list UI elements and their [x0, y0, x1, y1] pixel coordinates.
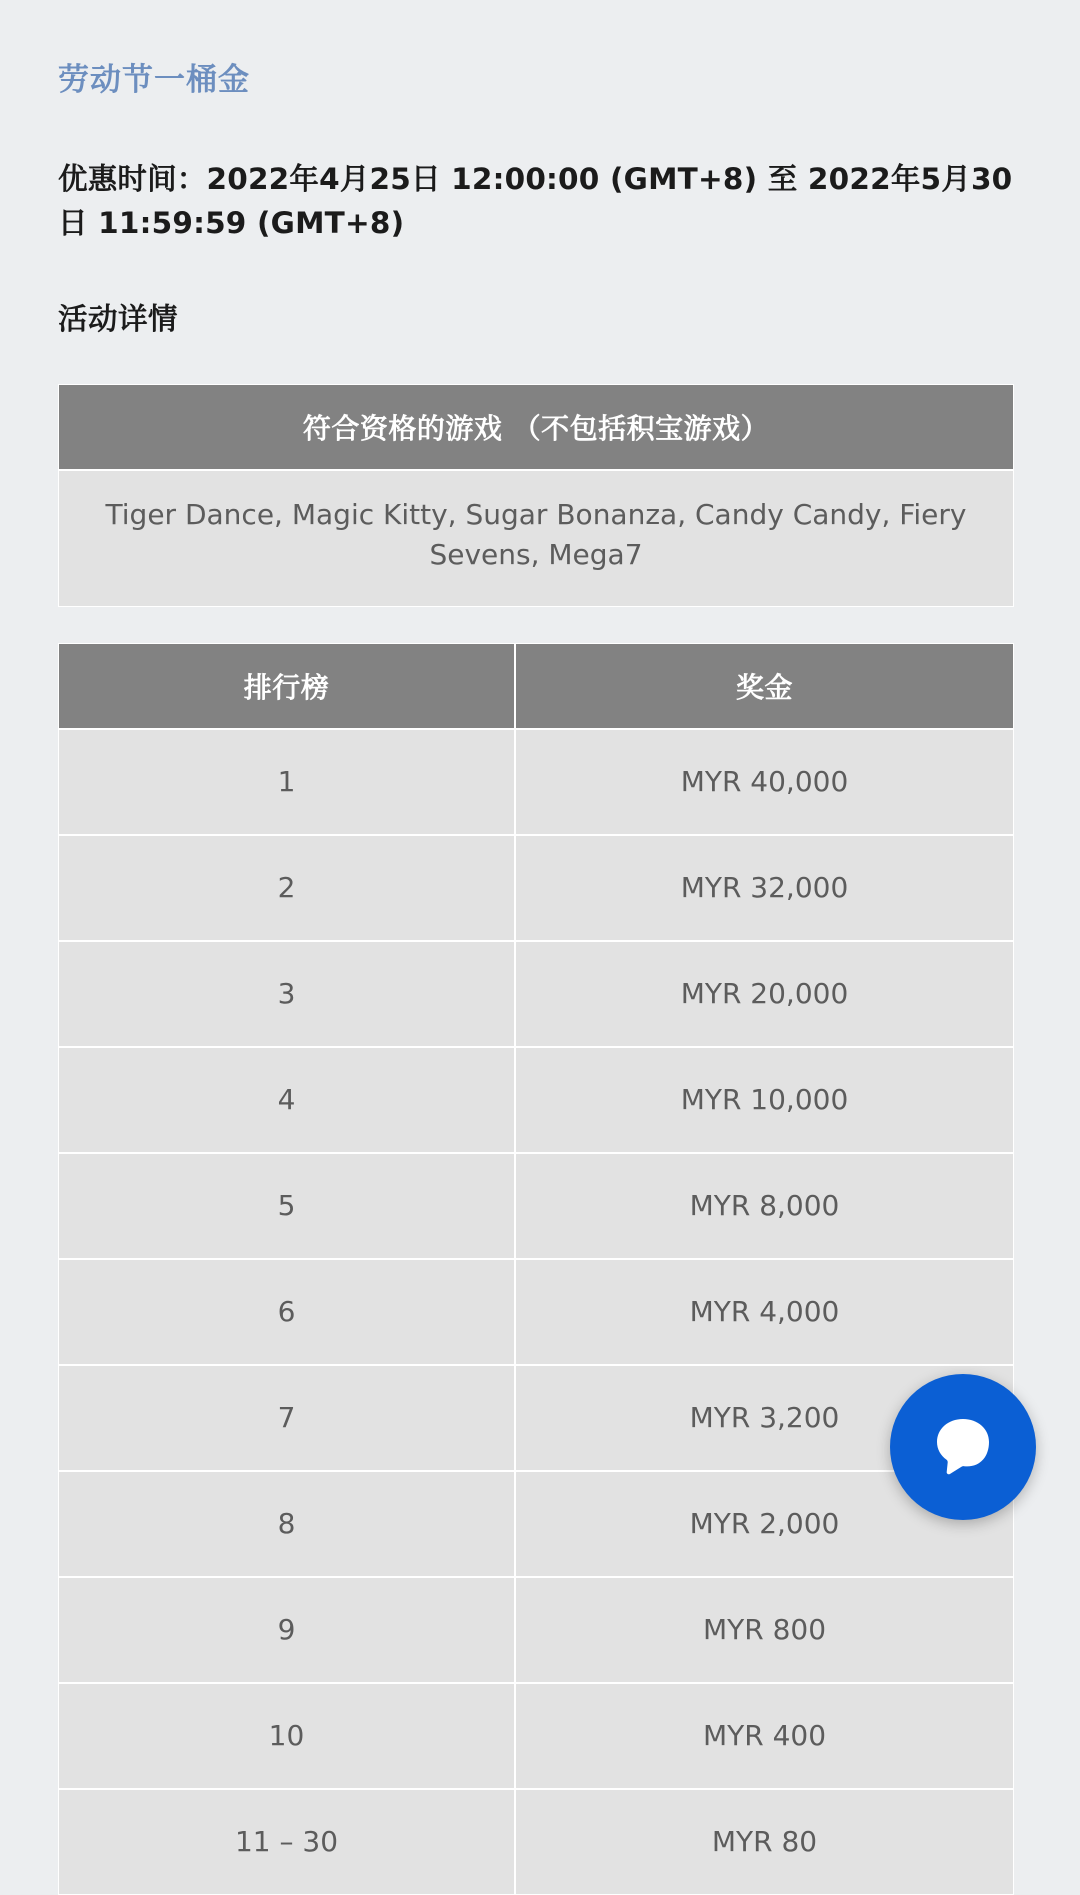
chat-bubble-icon: [925, 1409, 1001, 1485]
prize-cell: MYR 8,000: [515, 1153, 1014, 1259]
prize-cell: MYR 4,000: [515, 1259, 1014, 1365]
table-row: [58, 470, 1014, 607]
leaderboard-prize-table: [58, 643, 1014, 1895]
prize-cell: MYR 400: [515, 1683, 1014, 1789]
table-row: [58, 1683, 1014, 1789]
page-title: 劳动节一桶金: [58, 62, 250, 98]
eligible-games-header: 符合资格的游戏 （不包括积宝游戏）: [58, 384, 1014, 470]
prize-cell: MYR 40,000: [515, 729, 1014, 835]
prize-cell: MYR 32,000: [515, 835, 1014, 941]
table-row: [58, 1789, 1014, 1895]
table-row: [58, 835, 1014, 941]
prize-cell: MYR 800: [515, 1577, 1014, 1683]
page-content: [0, 62, 1080, 1895]
rank-cell: 4: [58, 1047, 515, 1153]
table-row: [58, 729, 1014, 835]
leaderboard-column-header: 排行榜: [58, 643, 515, 729]
rank-cell: 6: [58, 1259, 515, 1365]
prize-cell: MYR 20,000: [515, 941, 1014, 1047]
prize-cell: MYR 2,000: [515, 1471, 1014, 1577]
table-row: [58, 941, 1014, 1047]
rank-cell: 9: [58, 1577, 515, 1683]
eligible-games-list: Tiger Dance, Magic Kitty, Sugar Bonanza, Candy Candy, Fiery Sevens, Mega7: [58, 470, 1014, 607]
rank-cell: 3: [58, 941, 515, 1047]
rank-cell: 7: [58, 1365, 515, 1471]
top-spacer: [0, 0, 1080, 26]
live-chat-button[interactable]: [890, 1374, 1036, 1520]
table-row: [58, 1577, 1014, 1683]
table-row: [58, 1047, 1014, 1153]
rank-cell: 8: [58, 1471, 515, 1577]
prize-column-header: 奖金: [515, 643, 1014, 729]
eligible-games-table: [58, 384, 1014, 607]
prize-cell: MYR 10,000: [515, 1047, 1014, 1153]
rank-cell: 11 – 30: [58, 1789, 515, 1895]
table-header-row: [58, 384, 1014, 470]
rank-cell: 5: [58, 1153, 515, 1259]
table-header-row: [58, 643, 1014, 729]
prize-cell: MYR 3,200: [515, 1365, 1014, 1471]
prize-cell: MYR 80: [515, 1789, 1014, 1895]
rank-cell: 1: [58, 729, 515, 835]
table-row: [58, 1471, 1014, 1577]
table-row: [58, 1365, 1014, 1471]
table-row: [58, 1153, 1014, 1259]
promo-period: 优惠时间：2022年4月25日 12:00:00 (GMT+8) 至 2022年5月30日 11:59:59 (GMT+8): [58, 162, 1013, 241]
rank-cell: 10: [58, 1683, 515, 1789]
rank-cell: 2: [58, 835, 515, 941]
table-row: [58, 1259, 1014, 1365]
leaderboard-rows: [58, 729, 1014, 1895]
details-heading: 活动详情: [58, 301, 179, 336]
